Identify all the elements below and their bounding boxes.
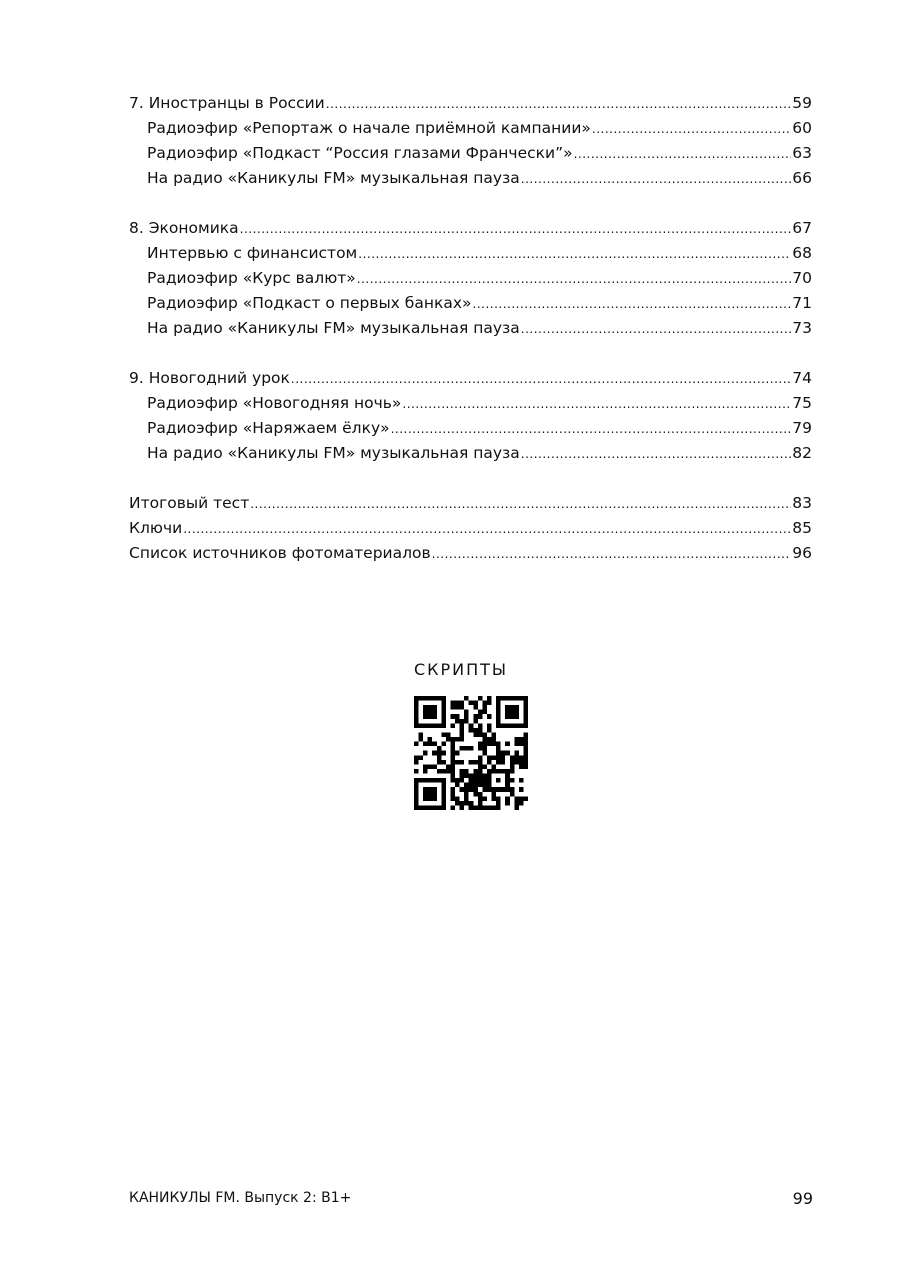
qr-code-icon[interactable] [414,696,528,810]
toc-leader-dots [521,442,791,467]
toc-entry[interactable] [129,441,812,466]
toc-entry-title: На радио «Каникулы FM» музыкальная пауза [147,319,520,337]
toc-leader-dots [326,92,792,117]
toc-entry-title: 7. Иностранцы в России [129,94,325,112]
toc-entry-page: 60 [792,119,812,137]
toc-leader-dots [521,167,791,192]
toc-leader-dots [574,142,792,167]
toc-leader-dots [473,292,792,317]
toc-entry-page: 85 [792,519,812,537]
toc-entry[interactable] [129,241,812,266]
toc-entry-title: Список источников фотоматериалов [129,544,431,562]
toc-entry-page: 79 [792,419,812,437]
toc-entry-page: 96 [792,544,812,562]
footer-book-title: КАНИКУЛЫ FM. Выпуск 2: B1+ [129,1190,352,1206]
toc-entry-title: На радио «Каникулы FM» музыкальная пауза [147,169,520,187]
toc-entry-title: Радиоэфир «Репортаж о начале приёмной кампании» [147,119,591,137]
toc-leader-dots [521,317,791,342]
toc-leader-dots [357,267,792,292]
toc-leader-dots [240,217,792,242]
toc-leader-dots [402,392,791,417]
toc-leader-dots [432,542,792,567]
toc-entry-title: Итоговый тест [129,494,250,512]
toc-entry-title: Ключи [129,519,183,537]
toc-leader-dots [291,367,791,392]
toc-entry-page: 70 [792,269,812,287]
toc-entry-title: 8. Экономика [129,219,239,237]
toc-entry[interactable] [129,416,812,441]
toc-entry[interactable] [129,541,812,566]
toc-entry-page: 82 [792,444,812,462]
toc-entry-page: 71 [792,294,812,312]
scripts-heading: СКРИПТЫ [413,660,509,679]
toc-leader-dots [358,242,791,267]
toc-leader-dots [592,117,791,142]
toc-entry-page: 59 [792,94,812,112]
toc-entry[interactable] [129,216,812,241]
toc-entry-page: 68 [792,244,812,262]
toc-entry-page: 67 [792,219,812,237]
toc-entry-title: Радиоэфир «Новогодняя ночь» [147,394,402,412]
toc-entry-title: Радиоэфир «Курс валют» [147,269,356,287]
toc-leader-dots [250,492,791,517]
toc-entry[interactable] [129,366,812,391]
toc-entry-page: 63 [792,144,812,162]
page-number: 99 [792,1189,813,1208]
toc-entry-title: Интервью с финансистом [147,244,358,262]
table-of-contents [129,91,812,566]
toc-entry-title: Радиоэфир «Подкаст о первых банках» [147,294,472,312]
toc-entry-page: 73 [792,319,812,337]
toc-entry[interactable] [129,291,812,316]
toc-entry-title: 9. Новогодний урок [129,369,290,387]
toc-entry-page: 66 [792,169,812,187]
toc-entry[interactable] [129,166,812,191]
toc-entry[interactable] [129,91,812,116]
toc-entry[interactable] [129,391,812,416]
toc-entry[interactable] [129,116,812,141]
toc-entry-title: На радио «Каникулы FM» музыкальная пауза [147,444,520,462]
toc-entry[interactable] [129,516,812,541]
toc-entry-title: Радиоэфир «Наряжаем ёлку» [147,419,390,437]
toc-entry-page: 74 [792,369,812,387]
toc-leader-dots [391,417,792,442]
toc-entry[interactable] [129,316,812,341]
toc-entry[interactable] [129,266,812,291]
toc-entry[interactable] [129,141,812,166]
toc-leader-dots [183,517,791,542]
toc-entry-page: 83 [792,494,812,512]
toc-entry[interactable] [129,491,812,516]
toc-entry-title: Радиоэфир «Подкаст “Россия глазами Франчески”» [147,144,573,162]
toc-entry-page: 75 [792,394,812,412]
